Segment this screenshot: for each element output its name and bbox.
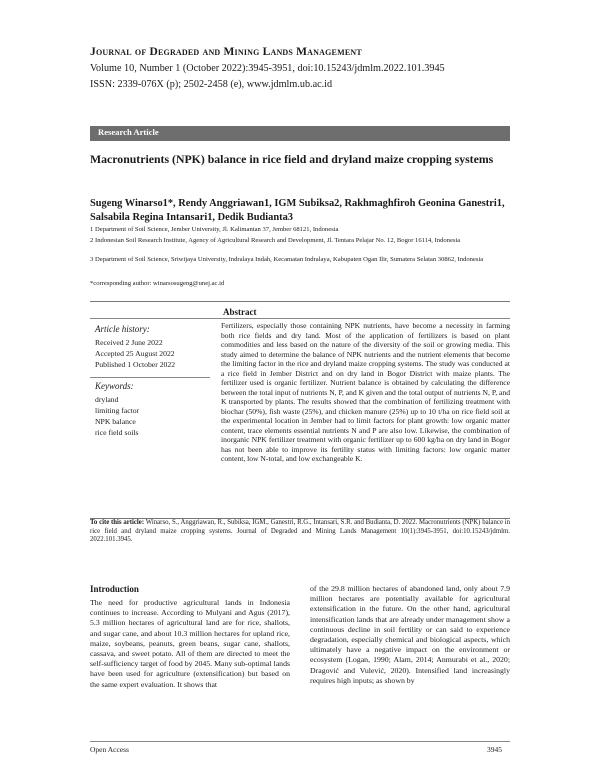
introduction-heading: Introduction	[90, 584, 139, 594]
page-number: 3945	[487, 745, 502, 754]
history-published: Published 1 October 2022	[95, 360, 176, 369]
article-title: Macronutrients (NPK) balance in rice field and dryland maize cropping systems	[90, 152, 494, 166]
history-received: Received 2 June 2022	[95, 338, 163, 347]
keyword: NPK balance	[95, 417, 136, 426]
sidebar-divider	[90, 318, 210, 319]
footer-divider	[90, 741, 510, 742]
volume-line: Volume 10, Number 1 (October 2022):3945-3951, doi:10.15243/jdmlm.2022.101.3945	[90, 63, 445, 74]
abstract-heading: Abstract	[223, 307, 257, 317]
article-type-badge: Research Article	[90, 126, 510, 141]
abstract-text: Fertilizers, especially those containing NPK nutrients, have become a necessity in farming both rice fields and dry land. Most of the application of fertilizers is based on plant commodities and less based on the nature of the diversity of the soil or growing media. This study aimed to determine the balance of NPK nutrients and the nutrient elements that become the limiting factor in the rice and dryland maize cropping systems. The study was conducted at a rice field in Jember District and on dry land in Bogor District with maize plants. The fertilizer used is organic fertilizer. Nutrient balance is obtained by calculating the difference between the total input of nutrients N, P, and K given and the total output of nutrients N, P, and K transported by plants. The results showed that the combination of fertilizing treatment with biochar (50%), fish waste (25%), and chicken manure (25%) up to 10 t/ha on rice field soil at the experimental location in Jember had to limit factors for plant growth: low organic matter content, trace elements essential nutrients N and P are also low. Likewise, the combination of inorganic NPK fertilizer treatment with organic fertilizer up to 600 kg/ha on dry land in Bogor has not been able to improve its fertility status with limiting factors: low organic matter content, low N-total, and low exchangeable K.	[221, 321, 510, 463]
affiliation-3: 3 Department of Soil Science, Sriwijaya University, Indralaya Indah, Kecamatan Indralaya, Kabupaten Ogan Ilir, Sumatera Selatan 30862, Indonesia	[90, 256, 484, 263]
authors: Sugeng Winarso1*, Rendy Anggriawan1, IGM Subiksa2, Rakhmaghfiroh Geonina Ganestri1, Salsabila Regina Intansari1, Dedik Budianta3	[90, 198, 505, 223]
introduction-right-column: of the 29.8 million hectares of abandoned land, only about 7.9 million hectares are potentially available for agricultural extensification in the future. On the other hand, agricultural intensification lands that are already under management show a continuous decline in soil fertility or can said to experience degradation, especially chemical and biological aspects, which ultimately have a negative impact on the environment or ecosystem (Logan, 1990; Alam, 2014; Anmurabi et al., 2020; Dragović and Vulević, 2020). Intensified land increasingly requires high inputs; as shown by	[310, 584, 510, 685]
issn-line: ISSN: 2339-076X (p); 2502-2458 (e), www.jdmlm.ub.ac.id	[90, 79, 333, 90]
keyword: dryland	[95, 395, 119, 404]
keywords-label: Keywords:	[95, 381, 134, 391]
affiliation-2: 2 Indonesian Soil Research Institute, Agency of Agricultural Research and Development, Jl. Tentara Pelajar No. 12, Bogor 16114, Indonesia	[90, 237, 461, 244]
citation: To cite this article: Winarso, S., Anggriawan, R., Subiksa, IGM., Ganestri, R.G., Intansari, S.R. and Budianta, D. 2022. Macronutrients (NPK) balance in rice field and dryland maize cropping systems. Journal of Degraded and Mining Lands Management 10(1):3945-3951, doi:10.15243/jdmlm. 2022.101.3945.	[90, 519, 511, 544]
corresponding-author: *corresponding author: winarsosugeng@unej.ac.id	[90, 280, 225, 287]
history-accepted: Accepted 25 August 2022	[95, 349, 175, 358]
introduction-left-column: The need for productive agricultural lands in Indonesia continues to increase. According to Mulyani and Agus (2017), 5.3 million hectares of agricultural land are for rice, shallots, and sugar cane, and about 10.3 million hectares for upland rice, maize, soybeans, peanuts, green beans, sugar cane, shallots, cassava, and sweet potato. All of them are directed to meet the self-sufficiency target of food by 2045. Many sub-optimal lands have been used for agriculture (extensification) but based on the same expert evaluation. It shows that	[90, 598, 290, 689]
history-label: Article history:	[95, 324, 150, 334]
sidebar-divider	[90, 377, 210, 378]
journal-name: Journal of Degraded and Mining Lands Management	[90, 46, 362, 58]
footer-open-access: Open Access	[90, 745, 129, 754]
keyword: limiting factor	[95, 406, 140, 415]
keyword: rice field soils	[95, 428, 139, 437]
affiliation-1: 1 Department of Soil Science, Jember University, Jl. Kalimantan 37, Jember 68121, Indonesia	[90, 226, 339, 233]
